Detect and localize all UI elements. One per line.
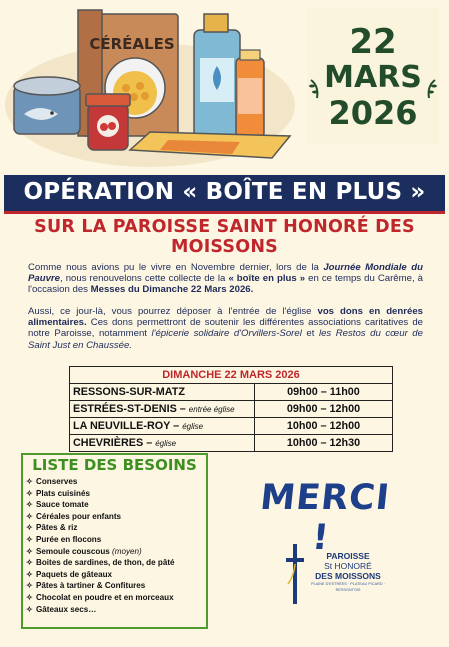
diamond-bullet-icon: ✧ xyxy=(26,500,33,510)
diamond-bullet-icon: ✧ xyxy=(26,569,33,579)
item-text: Pâtes à tartiner & Confitures xyxy=(36,581,146,591)
place-note: entrée église xyxy=(188,405,235,414)
text-run: Aussi, ce jour-là, vous pourrez déposer à l'entrée de l'église xyxy=(28,306,318,317)
date-month: MARS xyxy=(324,60,422,95)
time-cell: 10h00 – 12h00 xyxy=(255,418,393,435)
place-cell xyxy=(70,418,255,435)
text-run: et xyxy=(301,328,319,340)
time-cell: 09h00 – 12h00 xyxy=(255,401,393,418)
diamond-bullet-icon: ✧ xyxy=(26,534,33,544)
diamond-bullet-icon: ✧ xyxy=(26,558,33,568)
item-text: Purée en flocons xyxy=(36,534,102,544)
logo-line-4: PLAINE D'ESTRÉES · PLATEAU PICARD · RESSONTOIS xyxy=(311,582,385,592)
item-text: Boites de sardines, de thon, de pâté xyxy=(36,558,175,568)
text-run: Journée Mondiale du Pauvre xyxy=(28,262,423,285)
banner-title: OPÉRATION « BOÎTE EN PLUS » xyxy=(23,179,426,205)
diamond-bullet-icon: ✧ xyxy=(26,581,33,591)
logo-line-3: DES MOISSONS xyxy=(315,571,381,581)
item-text: Gâteaux secs… xyxy=(36,604,97,614)
text-run: en ce temps du Carême, à l'occasion des xyxy=(28,273,423,296)
list-item xyxy=(26,557,175,569)
text-run: les Restos du cœur de Saint Just en Chaussée. xyxy=(28,328,423,351)
list-item xyxy=(26,546,175,558)
needs-list xyxy=(26,476,175,615)
place-name: RESSONS-SUR-MATZ xyxy=(73,386,185,398)
thank-you-text: MERCI ! xyxy=(258,478,392,558)
diamond-bullet-icon: ✧ xyxy=(26,604,33,614)
needs-box xyxy=(21,453,208,629)
text-run: Messes du Dimanche 22 Mars 2026. xyxy=(90,284,254,296)
diamond-bullet-icon: ✧ xyxy=(26,511,33,521)
needs-title: LISTE DES BESOINS xyxy=(32,456,197,474)
date-day: 22 xyxy=(349,22,397,62)
diamond-bullet-icon: ✧ xyxy=(26,523,33,533)
item-text: Sauce tomate xyxy=(36,500,89,510)
list-item xyxy=(26,476,175,488)
place-name: ESTRÉES-ST-DENIS – xyxy=(73,403,186,415)
place-note: église xyxy=(182,422,204,431)
text-run: « boîte en plus » xyxy=(228,273,306,285)
subtitle: SUR LA PAROISSE SAINT HONORÉ DES MOISSONS xyxy=(34,217,415,257)
time-cell: 09h00 – 11h00 xyxy=(255,384,393,401)
date-year: 2026 xyxy=(328,94,418,132)
item-text: Pâtes & riz xyxy=(36,523,78,533)
item-text: Paquets de gâteaux xyxy=(36,569,113,579)
item-text: Chocolat en poudre et en morceaux xyxy=(36,592,174,602)
event-date xyxy=(307,8,439,144)
diamond-bullet-icon: ✧ xyxy=(26,477,33,486)
item-text: Plats cuisinés xyxy=(36,488,90,498)
place-name: CHEVRIÈRES – xyxy=(73,437,153,449)
item-note: (moyen) xyxy=(112,546,142,556)
laurel-icon xyxy=(307,76,439,106)
item-text: Semoule couscous xyxy=(36,546,110,556)
text-run: vos dons en denrées alimentaires. xyxy=(28,306,423,329)
schedule-header: DIMANCHE 22 MARS 2026 xyxy=(70,367,393,384)
donation-paragraph xyxy=(28,306,423,351)
title-banner xyxy=(4,175,445,214)
item-text: Céréales pour enfants xyxy=(36,511,122,521)
list-item xyxy=(26,499,175,511)
list-item xyxy=(26,522,175,534)
text-run: , nous renouvelons cette collecte de la xyxy=(60,273,229,285)
cereal-box-label: CÉRÉALES xyxy=(89,35,175,53)
table-header-row xyxy=(70,367,393,384)
list-item xyxy=(26,592,175,604)
place-cell xyxy=(70,435,255,452)
time-cell: 10h00 – 12h30 xyxy=(255,435,393,452)
text-run: Comme nous avions pu le vivre en Novembre dernier, lors de la xyxy=(28,262,324,273)
text-run: l'épicerie solidaire d'Orvillers-Sorel xyxy=(151,328,302,340)
list-item xyxy=(26,488,175,500)
place-name: LA NEUVILLE-ROY – xyxy=(73,420,180,432)
list-item xyxy=(26,604,175,616)
item-text: Conserves xyxy=(36,477,78,486)
list-item xyxy=(26,580,175,592)
list-item xyxy=(26,569,175,581)
logo-line-2: St HONORÉ xyxy=(324,561,372,571)
groceries-illustration xyxy=(0,0,300,178)
table-row xyxy=(70,384,393,401)
table-row xyxy=(70,401,393,418)
place-cell xyxy=(70,401,255,418)
logo-line-1: PAROISSE xyxy=(326,551,370,561)
table-row xyxy=(70,435,393,452)
diamond-bullet-icon: ✧ xyxy=(26,488,33,498)
parish-logo xyxy=(284,544,394,606)
place-cell xyxy=(70,384,255,401)
schedule-table xyxy=(69,366,393,452)
intro-paragraph xyxy=(28,262,423,296)
cross-icon xyxy=(284,544,306,604)
text-run: Ces dons permettront de soutenir les différentes associations caritatives de notre Paroisse, notamment xyxy=(28,317,423,340)
logo-text xyxy=(306,551,390,593)
diamond-bullet-icon: ✧ xyxy=(26,592,33,602)
table-row xyxy=(70,418,393,435)
diamond-bullet-icon: ✧ xyxy=(26,546,33,556)
list-item xyxy=(26,511,175,523)
list-item xyxy=(26,534,175,546)
place-note: église xyxy=(155,439,177,448)
